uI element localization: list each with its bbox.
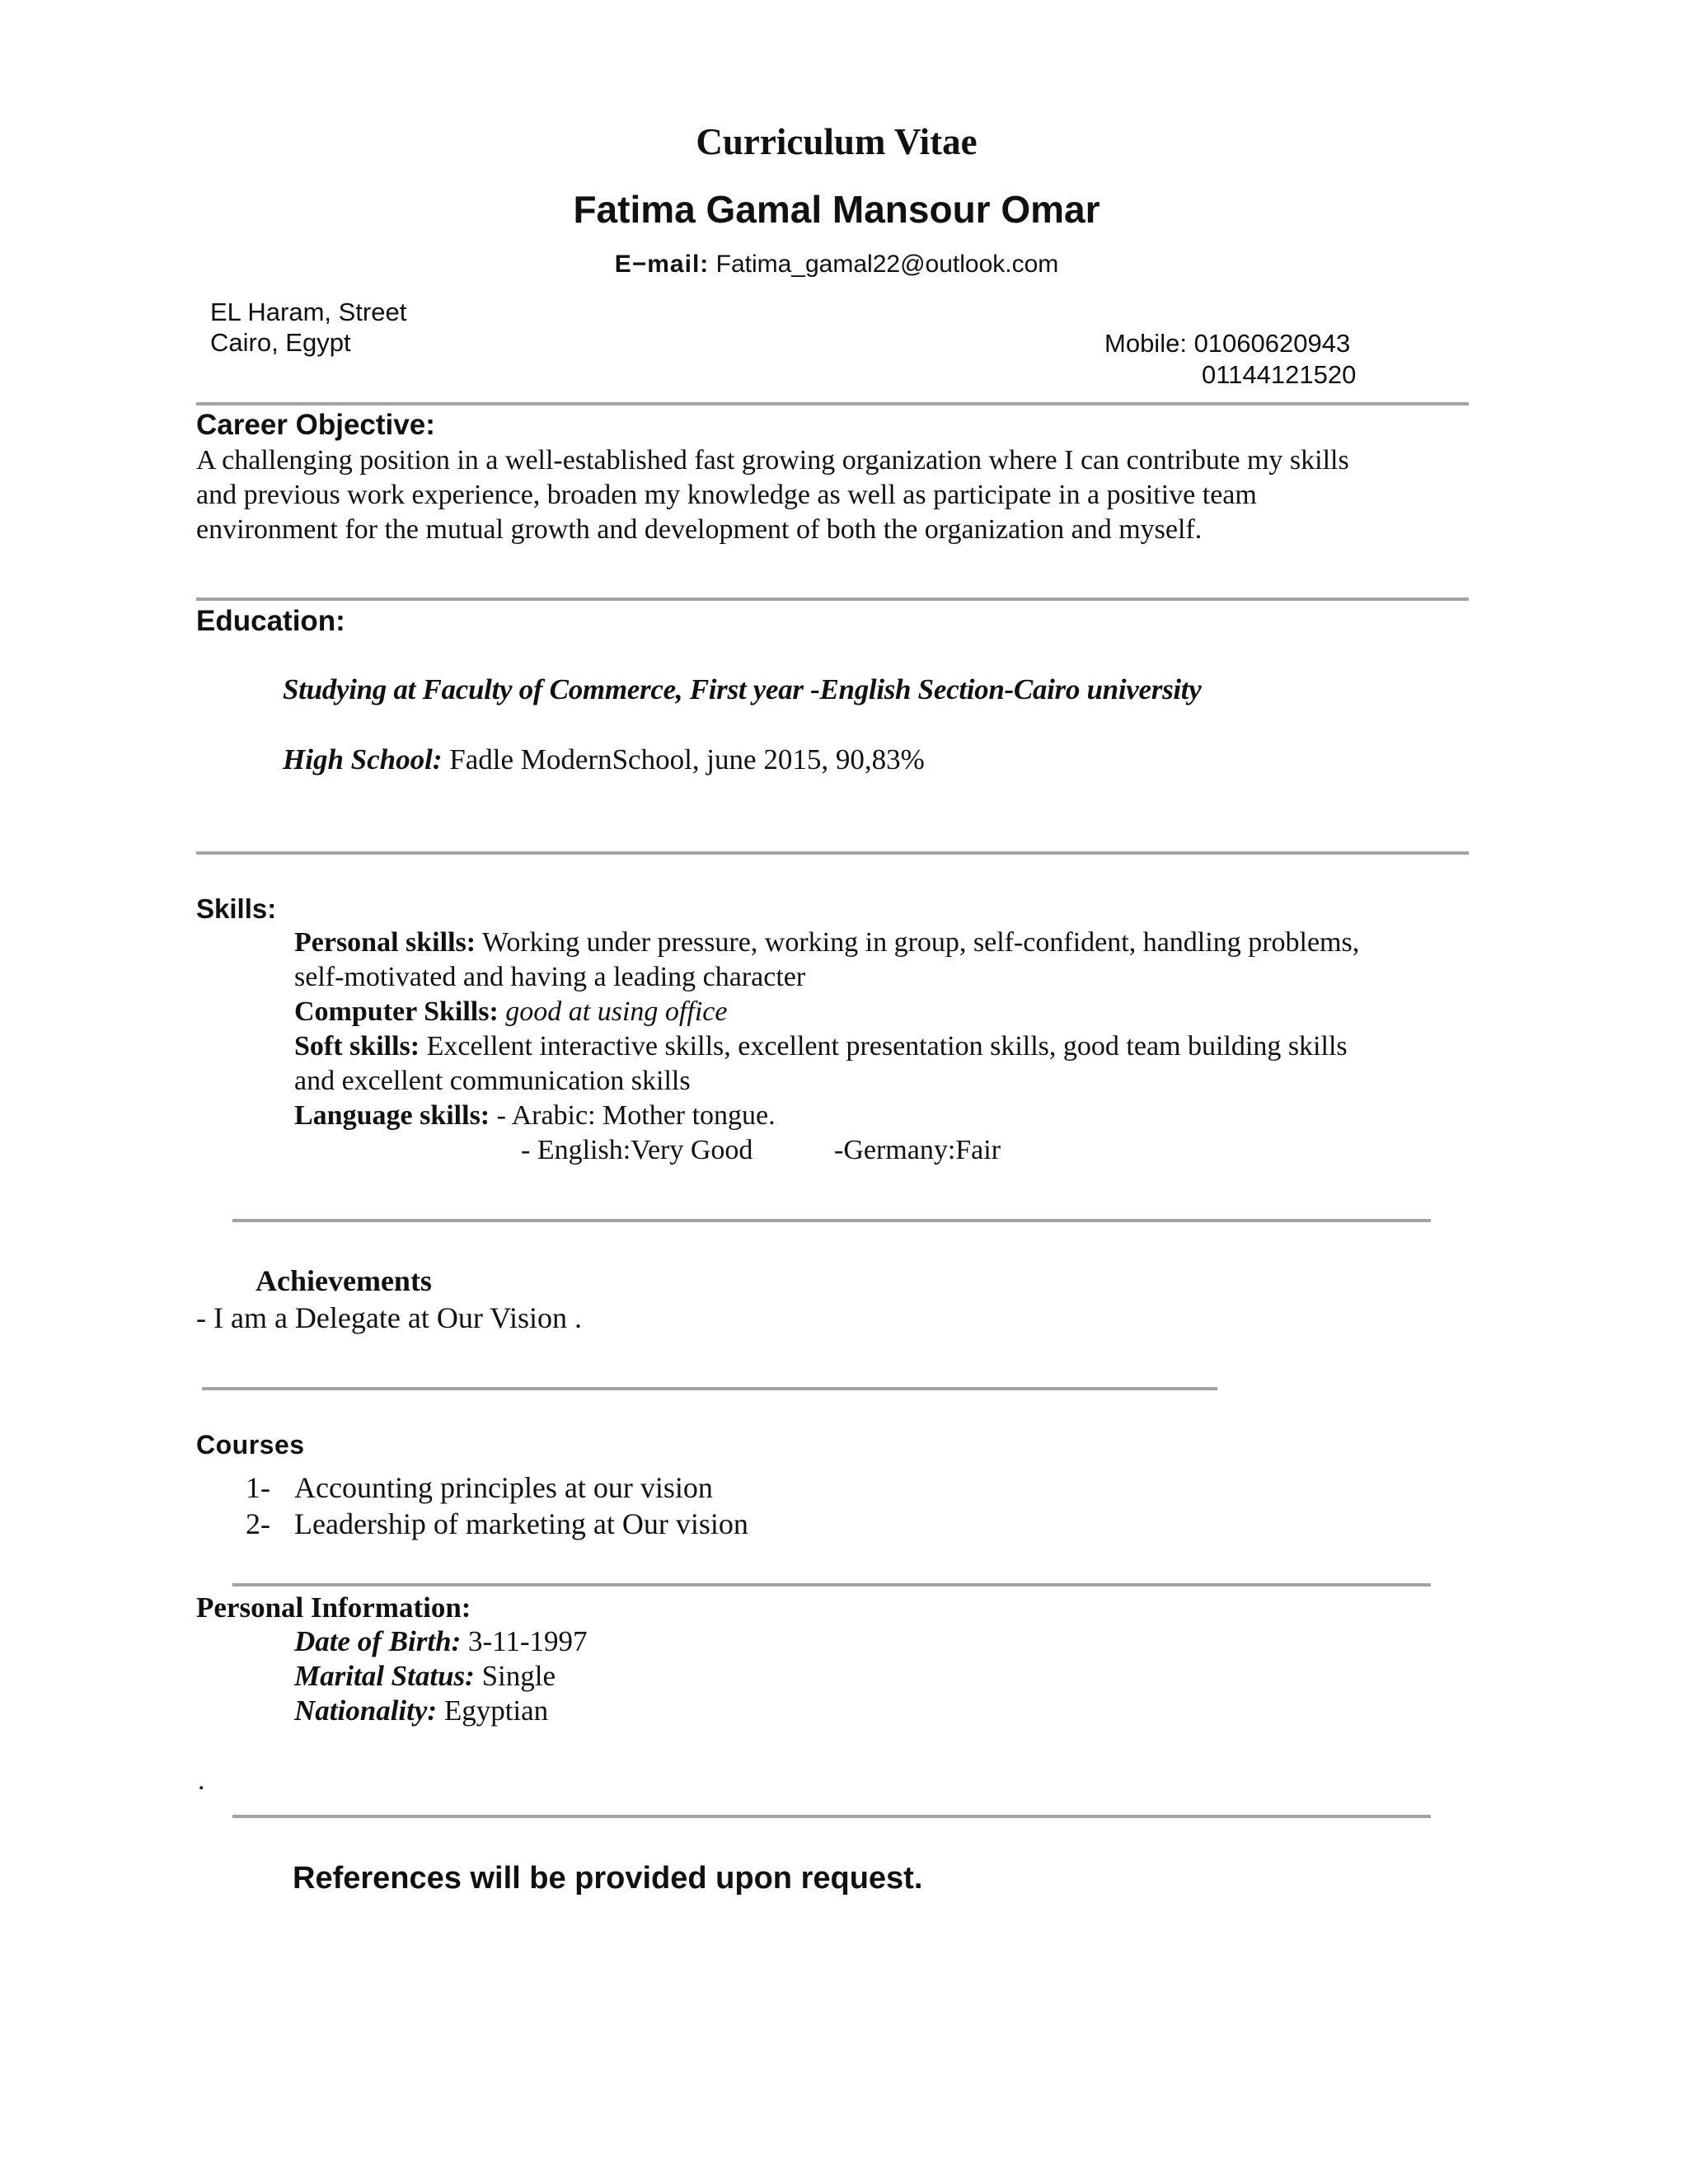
date-of-birth-line [294, 1624, 588, 1659]
nationality-line [294, 1694, 548, 1728]
high-school-value: Fadle ModernSchool, june 2015, 90,83% [449, 743, 925, 776]
achievements-heading: Achievements [256, 1264, 432, 1297]
course-text: Leadership of marketing at Our vision [294, 1507, 748, 1540]
computer-skills-line [294, 995, 727, 1029]
email-value[interactable]: Fatima_gamal22@outlook.com [715, 251, 1059, 278]
divider [232, 1583, 1431, 1586]
email-line [0, 249, 1673, 280]
computer-skills-label: Computer Skills: [294, 996, 499, 1027]
nationality-value: Egyptian [443, 1694, 549, 1727]
divider [232, 1219, 1431, 1222]
personal-skills-line-2: self-motivated and having a leading character [294, 962, 806, 992]
stray-dot: . [198, 1765, 205, 1796]
marital-label: Marital Status: [294, 1660, 475, 1692]
nationality-label: Nationality: [294, 1694, 438, 1727]
courses-heading: Courses [196, 1430, 305, 1460]
career-objective-line-2: and previous work experience, broaden my knowledge as well as participate in a positive team [196, 480, 1257, 510]
education-high-school [283, 742, 925, 778]
language-english: - English:Very Good [521, 1135, 753, 1165]
language-skills-label: Language skills: [294, 1100, 490, 1131]
language-skills-line-1 [294, 1099, 776, 1133]
dob-label: Date of Birth: [294, 1625, 462, 1657]
address-line-1: EL Haram, Street [210, 298, 407, 326]
achievement-item: - I am a Delegate at Our Vision . [196, 1301, 583, 1334]
candidate-name: Fatima Gamal Mansour Omar [573, 188, 1100, 231]
marital-value: Single [481, 1660, 556, 1692]
language-arabic: - Arabic: Mother tongue. [496, 1100, 776, 1131]
course-number: 2- [246, 1507, 270, 1540]
personal-skills-line-1 [294, 926, 1359, 960]
career-objective-heading: Career Objective: [196, 409, 435, 441]
computer-skills-value: good at using office [505, 996, 728, 1027]
education-university: Studying at Faculty of Commerce, First year -English Section-Cairo university [283, 673, 1202, 705]
language-german: -Germany:Fair [834, 1135, 1001, 1165]
divider [202, 1387, 1217, 1390]
soft-skills-line-1 [294, 1029, 1348, 1064]
divider [196, 851, 1469, 855]
mobile-label: Mobile: [1104, 329, 1187, 358]
marital-status-line [294, 1659, 556, 1694]
career-objective-line-3: environment for the mutual growth and development of both the organization and myself. [196, 514, 1203, 545]
education-heading: Education: [196, 605, 345, 637]
high-school-label: High School: [283, 743, 443, 776]
mobile-number-1: 01060620943 [1193, 329, 1351, 358]
dob-value: 3-11-1997 [467, 1625, 588, 1657]
divider [196, 402, 1469, 405]
divider [196, 598, 1469, 601]
career-objective-line-1: A challenging position in a well-established fast growing organization where I can contribute my skills [196, 445, 1349, 476]
mobile-number-2: 01144121520 [1202, 360, 1357, 389]
email-label: E−mail: [614, 251, 710, 278]
personal-info-heading: Personal Information: [196, 1591, 471, 1624]
course-item [246, 1506, 748, 1542]
course-text: Accounting principles at our vision [294, 1471, 713, 1504]
soft-skills-label: Soft skills: [294, 1031, 420, 1062]
references-note: References will be provided upon request. [293, 1861, 923, 1896]
mobile-line [1104, 328, 1350, 359]
course-number: 1- [246, 1471, 270, 1504]
skills-heading: Skills: [196, 893, 277, 924]
document-title: Curriculum Vitae [696, 121, 978, 162]
soft-skills-line-2: and excellent communication skills [294, 1066, 691, 1096]
soft-skills-value: Excellent interactive skills, excellent presentation skills, good team building skills [426, 1031, 1348, 1062]
divider [232, 1815, 1431, 1818]
address-line-2: Cairo, Egypt [210, 328, 351, 357]
personal-skills-value: Working under pressure, working in group, self-confident, handling problems, [481, 927, 1360, 958]
personal-skills-label: Personal skills: [294, 927, 476, 958]
course-item [246, 1469, 713, 1506]
